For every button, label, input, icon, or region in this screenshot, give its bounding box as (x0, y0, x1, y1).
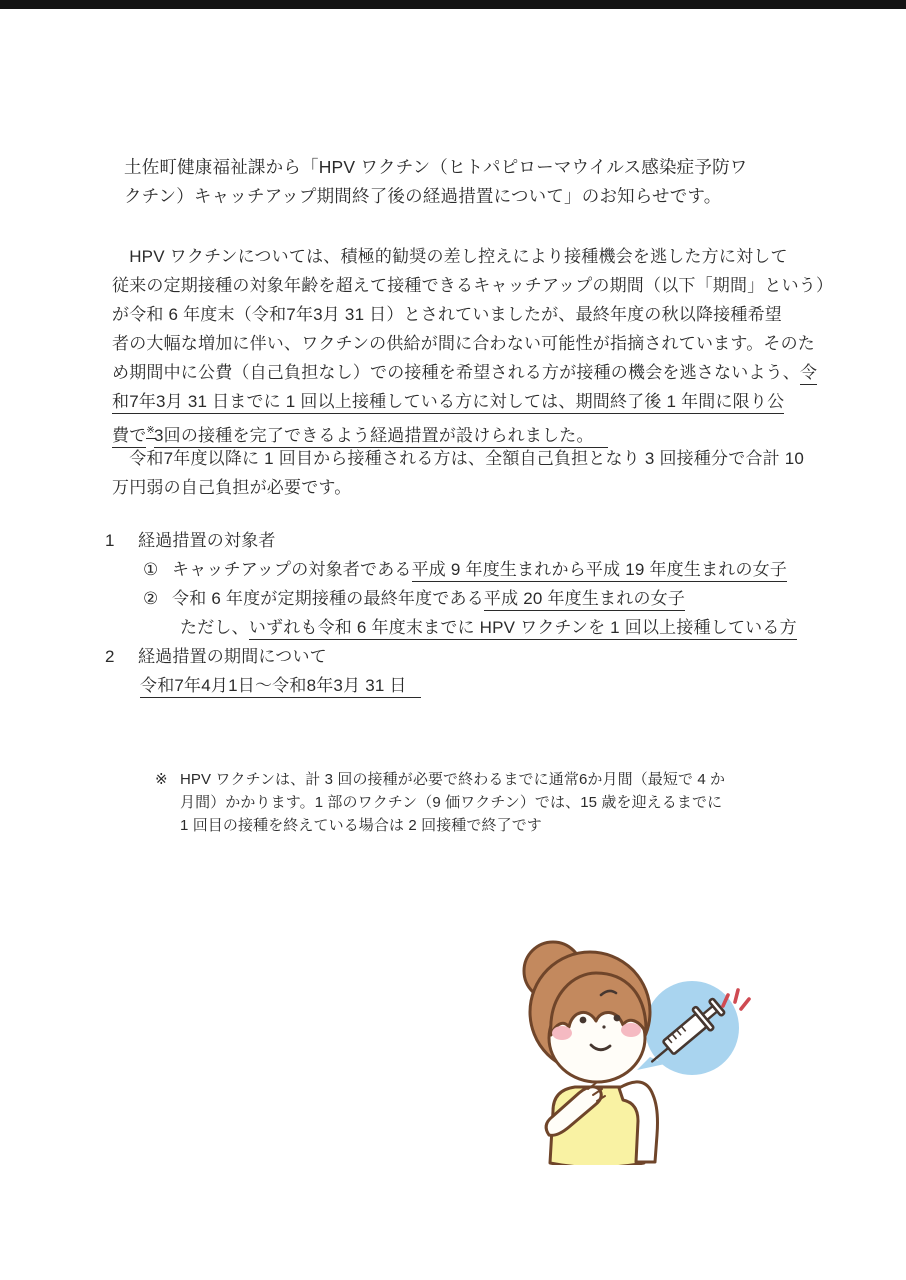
intro-line-6 (112, 387, 833, 416)
intro-line-5-plain: め期間中に公費（自己負担なし）での接種を希望される方が接種の機会を逃さないよう、 (112, 363, 800, 382)
right-eye (614, 1015, 621, 1022)
footnote-line-2: 月間）かかります。1 部のワクチン（9 価ワクチン）では、15 歳を迎えるまでに (180, 794, 723, 811)
left-cheek (552, 1026, 572, 1040)
circled-1-marker: ① (143, 560, 159, 579)
intro-line-7-underlined-b: 3回の接種を完了できるよう経過措置が設けられました。 (154, 426, 608, 448)
girl-figure (524, 942, 658, 1165)
speech-bubble (637, 981, 749, 1075)
item-2-plain: 令和 6 年度が定期接種の最終年度である (172, 589, 484, 608)
footnote-text (180, 768, 725, 837)
footnote (155, 768, 725, 837)
intro-line-5-underlined: 令 (800, 363, 817, 385)
title-line-2: クチン）キャッチアップ期間終了後の経過措置について」のお知らせです。 (124, 186, 722, 206)
intro-line-7 (112, 416, 833, 445)
cost-paragraph (112, 444, 804, 502)
section-1-item-3 (105, 613, 797, 642)
section-2-heading (105, 642, 797, 671)
left-eye (580, 1017, 587, 1024)
nose (602, 1025, 605, 1028)
cost-line-1: 令和7年度以降に 1 回目から接種される方は、全額自己負担となり 3 回接種分で合計 10 (112, 449, 805, 468)
intro-line-3: が令和 6 年度末（令和7年3月 31 日）とされていましたが、最終年度の秋以降接種希望 (112, 305, 782, 324)
footnote-line-1: HPV ワクチンは、計 3 回の接種が必要で終わるまでに通常6か月間（最短で 4 か (180, 771, 726, 788)
intro-line-6-underlined: 和7年3月 31 日までに 1 回以上接種している方に対しては、期間終了後 1 年間に限り公 (112, 392, 784, 414)
section-1-heading-text: 経過措置の対象者 (138, 531, 276, 550)
intro-line-7-underlined-a: 費で (112, 426, 146, 448)
girl-illustration (495, 935, 770, 1165)
section-1-heading (105, 526, 797, 555)
section-1-number: 1 (105, 531, 115, 550)
intro-line-5 (112, 358, 833, 387)
item-3-underlined: いずれも令和 6 年度末までに HPV ワクチンを 1 回以上接種している方 (249, 618, 797, 640)
footnote-line-3: 1 回目の接種を終えている場合は 2 回接種で終了です (180, 817, 542, 834)
intro-line-4: 者の大幅な増加に伴い、ワクチンの供給が間に合わない可能性が指摘されています。そのた (112, 334, 815, 353)
section-2-heading-text: 経過措置の期間について (138, 647, 327, 666)
sections-list (105, 526, 797, 700)
section-1-item-1 (105, 555, 797, 584)
cost-line-2: 万円弱の自己負担が必要です。 (112, 478, 352, 497)
item-1-plain: キャッチアップの対象者である (172, 560, 412, 579)
item-2-underlined: 平成 20 年度生まれの女子 (484, 589, 685, 611)
notice-title (124, 153, 747, 211)
right-cheek (621, 1023, 641, 1037)
intro-paragraph (112, 242, 833, 445)
reference-mark: ※ (146, 425, 155, 439)
title-line-1: 土佐町健康福祉課から「HPV ワクチン（ヒトパピローマウイルス感染症予防ワ (124, 157, 748, 177)
footnote-marker: ※ (155, 771, 168, 788)
section-2-number: 2 (105, 647, 115, 666)
intro-line-1: HPV ワクチンについては、積極的勧奨の差し控えにより接種機会を逃した方に対して (112, 247, 788, 266)
item-3-plain: ただし、 (180, 618, 249, 637)
item-1-underlined: 平成 9 年度生まれから平成 19 年度生まれの女子 (412, 560, 787, 582)
intro-line-2: 従来の定期接種の対象年齢を超えて接種できるキャッチアップの期間（以下「期間」という） (112, 276, 834, 295)
scan-artifact-top-bar (0, 0, 906, 9)
period-underlined: 令和7年4月1日～令和8年3月 31 日 (140, 676, 421, 698)
circled-2-marker: ② (143, 589, 159, 608)
section-1-item-2 (105, 584, 797, 613)
section-2-period (105, 671, 797, 700)
